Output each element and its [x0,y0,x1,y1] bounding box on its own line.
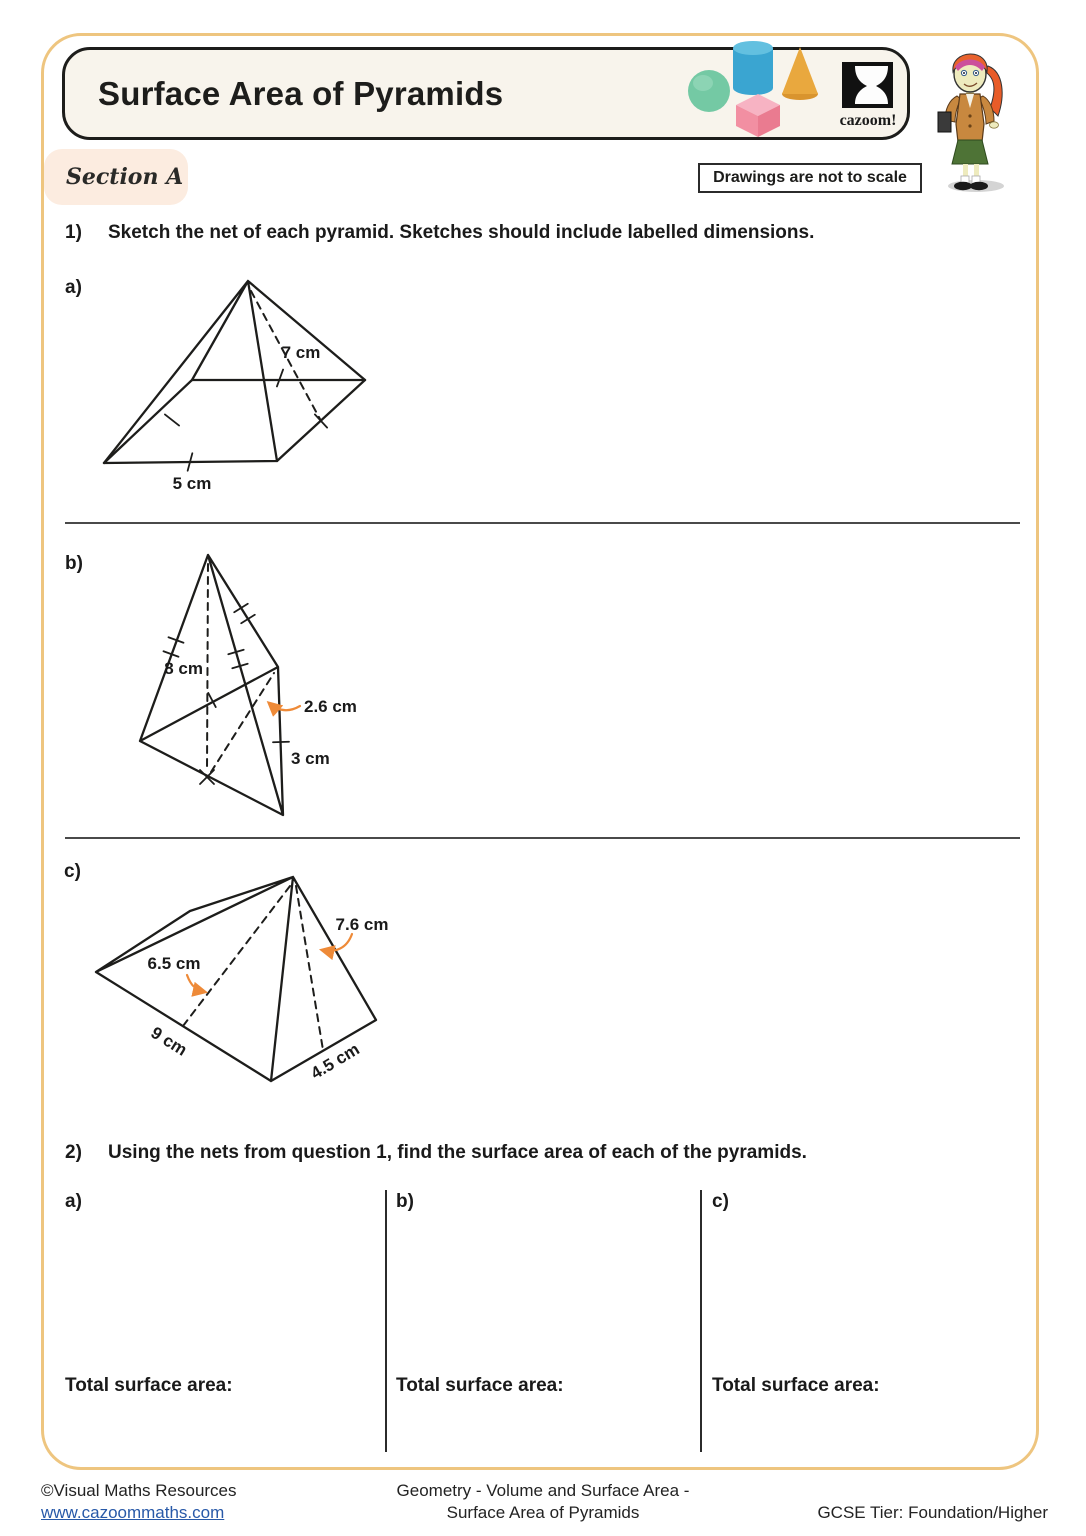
dim-6-5cm: 6.5 cm [147,954,201,973]
cylinder-icon [733,41,773,95]
slant-left-arrow [187,975,205,992]
q2-part-b-label: b) [396,1191,414,1212]
footer-website-link[interactable]: www.cazoommaths.com [41,1503,225,1522]
dim-9cm: 9 cm [147,1023,191,1060]
question-2-text: Using the nets from question 1, find the surface area of each of the pyramids. [108,1142,807,1163]
teacher-illustration [930,36,1018,194]
footer-copyright: ©Visual Maths Resources [41,1481,237,1500]
apothem-arrow [269,703,300,710]
dim-7-6cm: 7.6 cm [335,915,389,934]
question-2-number: 2) [65,1142,82,1163]
pyramid-b-diagram [120,542,360,832]
q1-part-b-label: b) [65,553,83,574]
dim-4-5cm: 4.5 cm [307,1039,363,1084]
question-1-text: Sketch the net of each pyramid. Sketches should include labelled dimensions. [108,222,815,243]
sphere-icon [688,70,730,112]
scale-note-text: Drawings are not to scale [713,169,907,186]
q1-part-c-label: c) [64,861,81,882]
separator-b-c [65,837,1020,839]
pyramid-c-diagram [80,858,500,1106]
dim-5cm: 5 cm [172,474,212,493]
dim-3cm: 3 cm [291,749,330,768]
scale-note-box [698,163,922,193]
q2-part-c-label: c) [712,1191,729,1212]
header-shapes-graphic [685,38,915,138]
slant-right-line [296,886,323,1050]
footer-topic-line1: Geometry - Volume and Surface Area - [396,1481,690,1500]
total-surface-area-a: Total surface area: [65,1375,233,1396]
q1-part-a-label: a) [65,277,82,298]
q2-column-divider-1 [385,1190,387,1452]
total-surface-area-c: Total surface area: [712,1375,880,1396]
pyramid-a-diagram [85,268,385,496]
cube-icon [736,94,780,137]
q2-part-a-label: a) [65,1191,82,1212]
apothem-line [211,673,274,772]
page-title: Surface Area of Pyramids [98,74,504,112]
question-1 [65,222,814,244]
section-badge [44,149,188,205]
cone-icon [782,47,818,100]
dim-7cm: 7 cm [281,343,321,362]
brand-text: cazoom! [839,112,897,129]
section-label: Section A [66,164,184,190]
book [938,112,951,132]
footer-tier: GCSE Tier: Foundation/Higher [817,1503,1048,1522]
dim-2-6cm: 2.6 cm [304,697,357,716]
cazoom-logo [840,62,897,129]
q2-column-divider-2 [700,1190,702,1452]
skirt [952,140,988,164]
total-surface-area-b: Total surface area: [396,1375,564,1396]
question-1-number: 1) [65,222,82,243]
question-2 [65,1142,807,1164]
footer-topic-line2: Surface Area of Pyramids [446,1503,640,1522]
dim-8cm: 8 cm [164,659,203,678]
separator-a-b [65,522,1020,524]
height-line [207,564,208,770]
